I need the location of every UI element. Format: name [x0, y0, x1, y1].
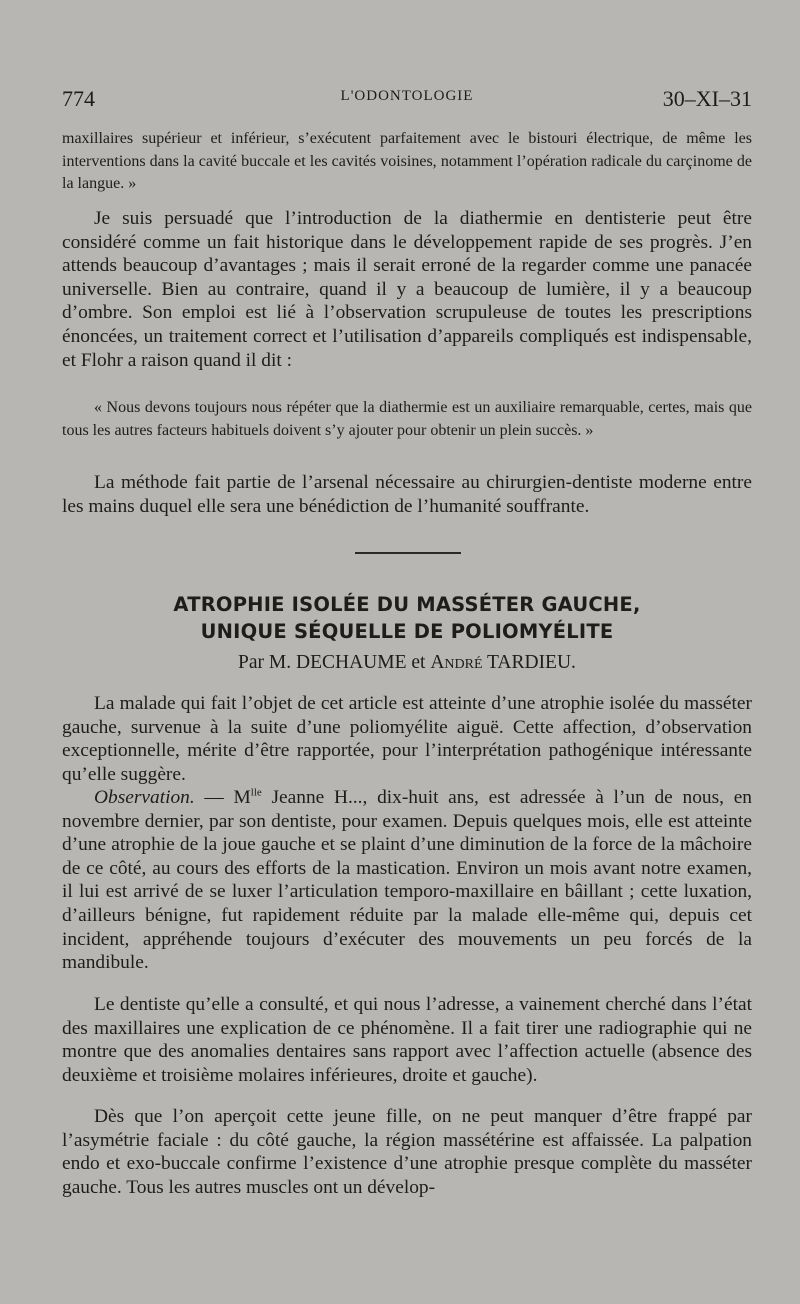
issue-date: 30–XI–31: [662, 86, 752, 111]
paragraph-observation: [62, 786, 752, 975]
article-title-line2: UNIQUE SÉQUELLE DE POLIOMYÉLITE: [200, 620, 614, 643]
observation-dash: — M: [194, 787, 251, 808]
running-head: [62, 86, 752, 114]
quote-continuation: maxillaires supérieur et inférieur, s’exécutent parfaitement avec le bistouri électrique, de même les interventions dans la cavité buccale et les cavités voisines, notamment l’opération radicale du carçinome de la langue. »: [62, 130, 752, 192]
paragraph-intro: La malade qui fait l’objet de cet article est atteinte d’une atrophie isolée du masséter gauche, survenue à la suite d’une poliomyélite aiguë. Cette affection, d’observation exceptionnelle, mérite d’être rapportée, pour l’interprétation pathogénique intéressante qu’elle suggère.: [62, 693, 752, 785]
observation-text: Jeanne H..., dix-huit ans, est adressée à l’un de nous, en novembre dernier, par son dentiste, pour examen. Depuis quelques mois, elle est atteinte d’une atrophie de la joue gauche et se plaint d’une diminution de la force de la mâchoire de ce côté, au cours des efforts de la mastication. Environ un mois avant notre examen, il lui est arrivé de se luxer l’articulation temporo-maxillaire en bâillant ; cette luxation, d’ailleurs bénigne, fut rapidement réduite par la malade elle-même qui, depuis cet incident, appréhende toujours d’exécuter des mouvements un peu forcés de la mandibule.: [62, 787, 752, 974]
flohr-quote: « Nous devons toujours nous répéter que la diathermie est un auxiliaire remarquable, certes, mais que tous les autres facteurs habituels doivent s’y ajouter pour obtenir un plein succès. »: [62, 399, 752, 439]
observation-label: Observation.: [94, 787, 195, 808]
paragraph-methode: La méthode fait partie de l’arsenal nécessaire au chirurgien-dentiste moderne entre les mains duquel elle sera une bénédiction de l’humanité souffrante.: [62, 472, 752, 517]
byline-first: Par M. DECHAUME et: [238, 652, 426, 673]
byline-second-author: André TARDIEU.: [430, 652, 576, 673]
observation-sup: lle: [250, 786, 262, 799]
paragraph-dentiste: Le dentiste qu’elle a consulté, et qui nous l’adresse, a vainement cherché dans l’état des maxillaires une explication de ce phénomène. Il a fait tirer une radiographie qui ne montre que des anomalies dentaires sans rapport avec l’affection actuelle (absence des deuxième et troisième molaires inférieures, droite et gauche).: [62, 994, 752, 1086]
paragraph-examen: Dès que l’on aperçoit cette jeune fille, on ne peut manquer d’être frappé par l’asymétrie faciale : du côté gauche, la région massétérine est affaissée. La palpation endo et exo-buccale confirme l’existence d’une atrophie presque complète du masséter gauche. Tous les autres muscles ont un dévelop-: [62, 1106, 752, 1198]
journal-title: L'ODONTOLOGIE: [340, 88, 474, 104]
byline: [62, 652, 752, 674]
section-divider: [355, 552, 461, 554]
article-title-line1: ATROPHIE ISOLÉE DU MASSÉTER GAUCHE,: [173, 593, 641, 616]
paragraph-diathermie: Je suis persuadé que l’introduction de la diathermie en dentisterie peut être considéré comme un fait historique dans le développement rapide de ses progrès. J’en attends beaucoup d’avantages ; mais il serait erroné de la regarder comme une panacée universelle. Bien au contraire, quand il y a beaucoup de lumière, il y a beaucoup d’ombre. Son emploi est lié à l’observation scrupuleuse de toutes les prescriptions énoncées, un traitement correct et l’utilisation d’appareils compliqués est indispensable, et Flohr a raison quand il dit :: [62, 208, 752, 371]
page-number: 774: [62, 86, 95, 111]
